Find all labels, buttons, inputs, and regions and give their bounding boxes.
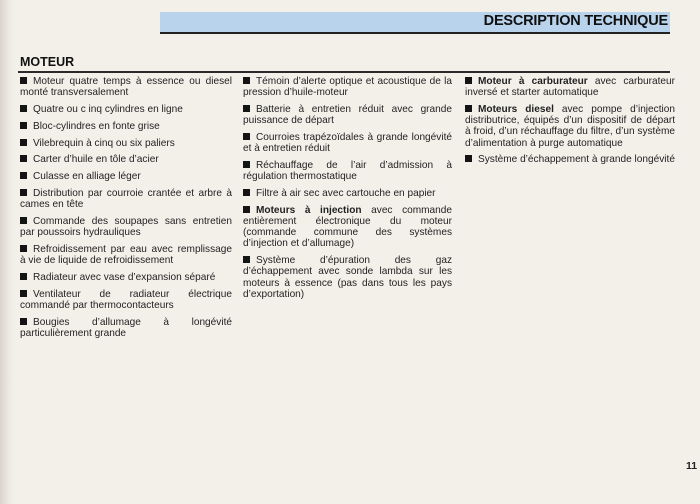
item-lead: Moteurs à injection xyxy=(256,204,362,216)
item-text: Système d’échappement à grande longévité xyxy=(478,154,675,166)
page-gutter-shadow xyxy=(0,0,14,504)
bullet-icon xyxy=(20,172,27,179)
list-item xyxy=(20,121,232,132)
item-text: Système d’épuration des gaz d’échappement avec sonde lambda sur les moteurs à essence (pas dans tous les pays d’exportation) xyxy=(243,255,452,300)
list-item xyxy=(20,272,232,283)
list-item xyxy=(465,154,675,165)
bullet-icon xyxy=(243,206,250,213)
item-text: Témoin d’alerte optique et acoustique de la pression d’huile-moteur xyxy=(243,76,452,99)
list-item xyxy=(20,154,232,165)
list-item xyxy=(243,76,452,98)
list-item xyxy=(20,317,232,339)
item-text: avec pompe d’injection distributrice, équipés d’un dispositif de départ à froid, d’un réchauffage du filtre, d’un système d’alimentation à purge automatique xyxy=(465,104,675,149)
bullet-icon xyxy=(243,189,250,196)
list-item xyxy=(20,188,232,210)
bullet-icon xyxy=(20,122,27,129)
item-text: Refroidissement par eau avec remplissage à vie de liquide de refroidissement xyxy=(20,243,232,267)
list-item xyxy=(243,188,452,199)
bullet-icon xyxy=(243,77,250,84)
item-text: Vilebrequin à cinq ou six paliers xyxy=(33,137,175,149)
bullet-icon xyxy=(243,133,250,140)
bullet-icon xyxy=(20,77,27,84)
list-item xyxy=(20,171,232,182)
bullet-icon xyxy=(20,217,27,224)
bullet-icon xyxy=(20,189,27,196)
item-text: Radiateur avec vase d’expansion séparé xyxy=(33,271,216,283)
list-item xyxy=(243,255,452,300)
bullet-icon xyxy=(20,139,27,146)
header-rule xyxy=(160,32,670,34)
item-text: Quatre ou c inq cylindres en ligne xyxy=(33,104,183,115)
bullet-icon xyxy=(465,155,472,162)
list-item xyxy=(465,76,675,98)
list-item xyxy=(243,132,452,154)
bullet-icon xyxy=(465,77,472,84)
item-lead: Moteur à carburateur xyxy=(478,76,588,87)
list-item xyxy=(243,205,452,250)
item-text: Commande des soupapes sans entretien par poussoirs hydrauliques xyxy=(20,215,232,239)
item-text: Courroies trapézoïdales à grande longévité et à entretien réduit xyxy=(243,132,452,155)
item-text: Filtre à air sec avec cartouche en papier xyxy=(256,188,436,199)
bullet-icon xyxy=(20,155,27,162)
item-text: Bougies d’allumage à longévité particulièrement grande xyxy=(20,316,232,339)
item-text: Réchauffage de l’air d’admission à régulation thermostatique xyxy=(243,160,452,183)
bullet-icon xyxy=(20,105,27,112)
section-rule xyxy=(18,71,670,73)
item-text: Batterie à entretien réduit avec grande puissance de départ xyxy=(243,104,452,127)
list-item xyxy=(20,244,232,266)
bullet-icon xyxy=(20,273,27,280)
list-item xyxy=(465,104,675,149)
page-title: DESCRIPTION TECHNIQUE xyxy=(483,13,668,29)
list-item xyxy=(20,104,232,115)
list-item xyxy=(20,216,232,238)
list-item xyxy=(243,160,452,182)
item-text: Moteur quatre temps à essence ou diesel monté transversalement xyxy=(20,76,232,99)
bullet-icon xyxy=(20,318,27,325)
page-number: 11 xyxy=(686,460,698,472)
column-1 xyxy=(20,76,232,345)
item-text: Distribution par courroie crantée et arbre à cames en tête xyxy=(20,187,232,211)
item-lead: Moteurs diesel xyxy=(478,104,554,115)
bullet-icon xyxy=(20,245,27,252)
item-text: Bloc-cylindres en fonte grise xyxy=(33,120,160,132)
bullet-icon xyxy=(243,105,250,112)
item-text: avec commande entièrement électronique du moteur (commande commune des systèmes d’injection et d’allumage) xyxy=(243,204,452,250)
list-item xyxy=(20,289,232,311)
item-text: Carter d’huile en tôle d’acier xyxy=(33,154,159,166)
item-text: Ventilateur de radiateur électrique commandé par thermocontacteurs xyxy=(20,288,232,311)
bullet-icon xyxy=(465,105,472,112)
bullet-icon xyxy=(20,290,27,297)
bullet-icon xyxy=(243,161,250,168)
list-item xyxy=(243,104,452,126)
list-item xyxy=(20,138,232,149)
column-3 xyxy=(465,76,675,171)
section-title: MOTEUR xyxy=(20,55,75,69)
item-text: avec carburateur inversé et starter automatique xyxy=(465,76,675,99)
item-text: Culasse en alliage léger xyxy=(33,171,141,183)
list-item xyxy=(20,76,232,98)
bullet-icon xyxy=(243,256,250,263)
column-2 xyxy=(243,76,452,306)
